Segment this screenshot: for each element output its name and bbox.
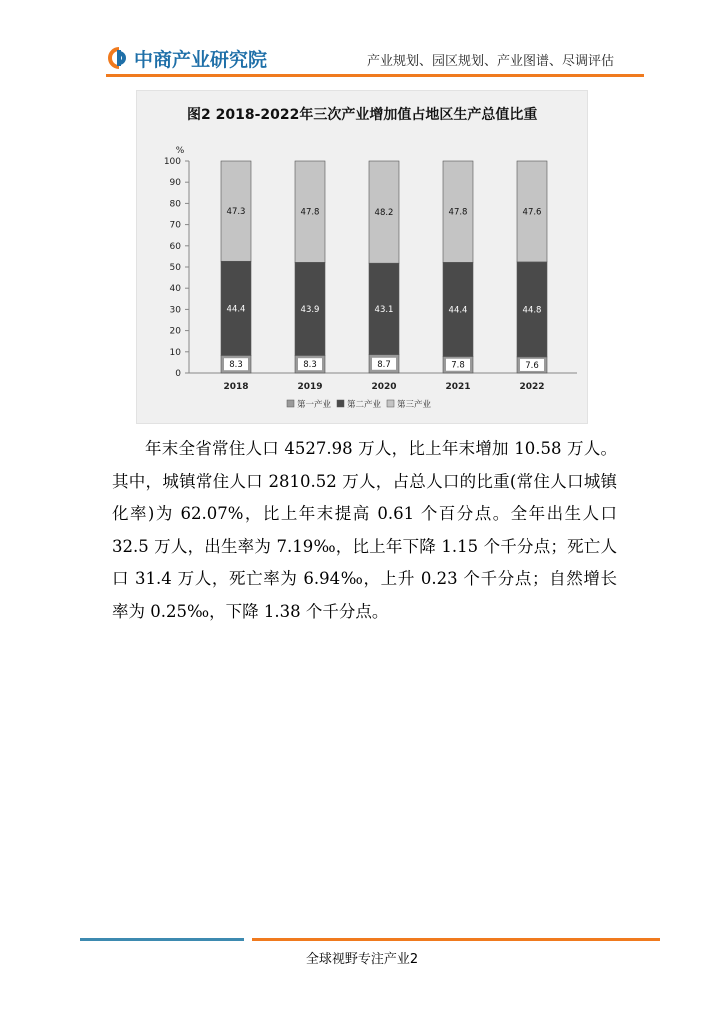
data-label: 44.4 [448, 305, 468, 316]
data-label: 8.3 [303, 360, 317, 371]
stacked-bar-chart [137, 91, 589, 425]
body-text [112, 433, 617, 628]
data-label: 48.2 [374, 208, 394, 219]
data-label: 7.8 [451, 360, 465, 371]
data-label: 47.3 [226, 207, 246, 218]
y-tick-label: 100 [163, 157, 181, 167]
data-label: 44.4 [226, 304, 246, 315]
x-tick-label: 2018 [223, 382, 249, 392]
header-tagline: 产业规划、园区规划、产业图谱、尽调评估 [366, 54, 614, 69]
y-tick-label: 60 [169, 241, 181, 252]
company-logo [108, 46, 267, 70]
legend-label: 第一产业 [297, 400, 332, 410]
legend-label: 第三产业 [397, 400, 432, 410]
y-tick-label: 20 [169, 326, 181, 337]
y-tick-label: 90 [169, 178, 181, 189]
footer-divider-blue [80, 938, 244, 941]
logo-mark-icon [108, 47, 130, 69]
data-label: 47.8 [448, 207, 468, 218]
legend-swatch [337, 400, 344, 407]
y-tick-label: 10 [169, 347, 181, 358]
data-label: 7.6 [525, 360, 539, 371]
y-tick-label: 80 [169, 199, 181, 210]
data-label: 44.8 [522, 305, 542, 316]
legend-swatch [387, 400, 394, 407]
footer-text: 全球视野专注产业2 [305, 952, 419, 967]
y-tick-label: 0 [175, 369, 181, 379]
data-label: 47.6 [522, 207, 542, 218]
footer-divider-orange [252, 938, 660, 941]
legend-swatch [287, 400, 294, 407]
chart-title: 图2 2018-2022年三次产业增加值占地区生产总值比重 [187, 107, 538, 123]
chart-figure [136, 90, 588, 424]
y-tick-label: 30 [169, 305, 181, 316]
legend-label: 第二产业 [347, 400, 382, 410]
data-label: 8.3 [229, 360, 243, 371]
x-tick-label: 2022 [519, 382, 545, 392]
data-label: 43.1 [374, 304, 394, 315]
population-paragraph: 年末全省常住人口 4527.98 万人，比上年末增加 10.58 万人。其中，城镇常住人口 2810.52 万人，占总人口的比重(常住人口城镇化率)为 62.07%，比上年末提高 0.61 个百分点。全年出生人口 32.5 万人，出生率为 7.19‰，比上年下降 1.15 个千分点；死亡人口 31.4 万人，死亡率为 6.94‰，上升 0.23 个千分点；自然增长率为 0.25‰，下降 1.38 个千分点。 [112, 439, 617, 621]
logo-text: 中商产业研究院 [134, 48, 268, 71]
header-divider [106, 74, 644, 77]
data-label: 47.8 [300, 207, 320, 218]
y-axis-unit: % [175, 146, 185, 156]
y-tick-label: 70 [169, 220, 181, 231]
x-tick-label: 2019 [297, 382, 323, 392]
data-label: 8.7 [377, 359, 391, 370]
x-tick-label: 2021 [445, 382, 471, 392]
x-tick-label: 2020 [371, 382, 397, 392]
y-tick-label: 50 [169, 263, 181, 273]
y-tick-label: 40 [169, 284, 181, 295]
data-label: 43.9 [300, 304, 320, 315]
